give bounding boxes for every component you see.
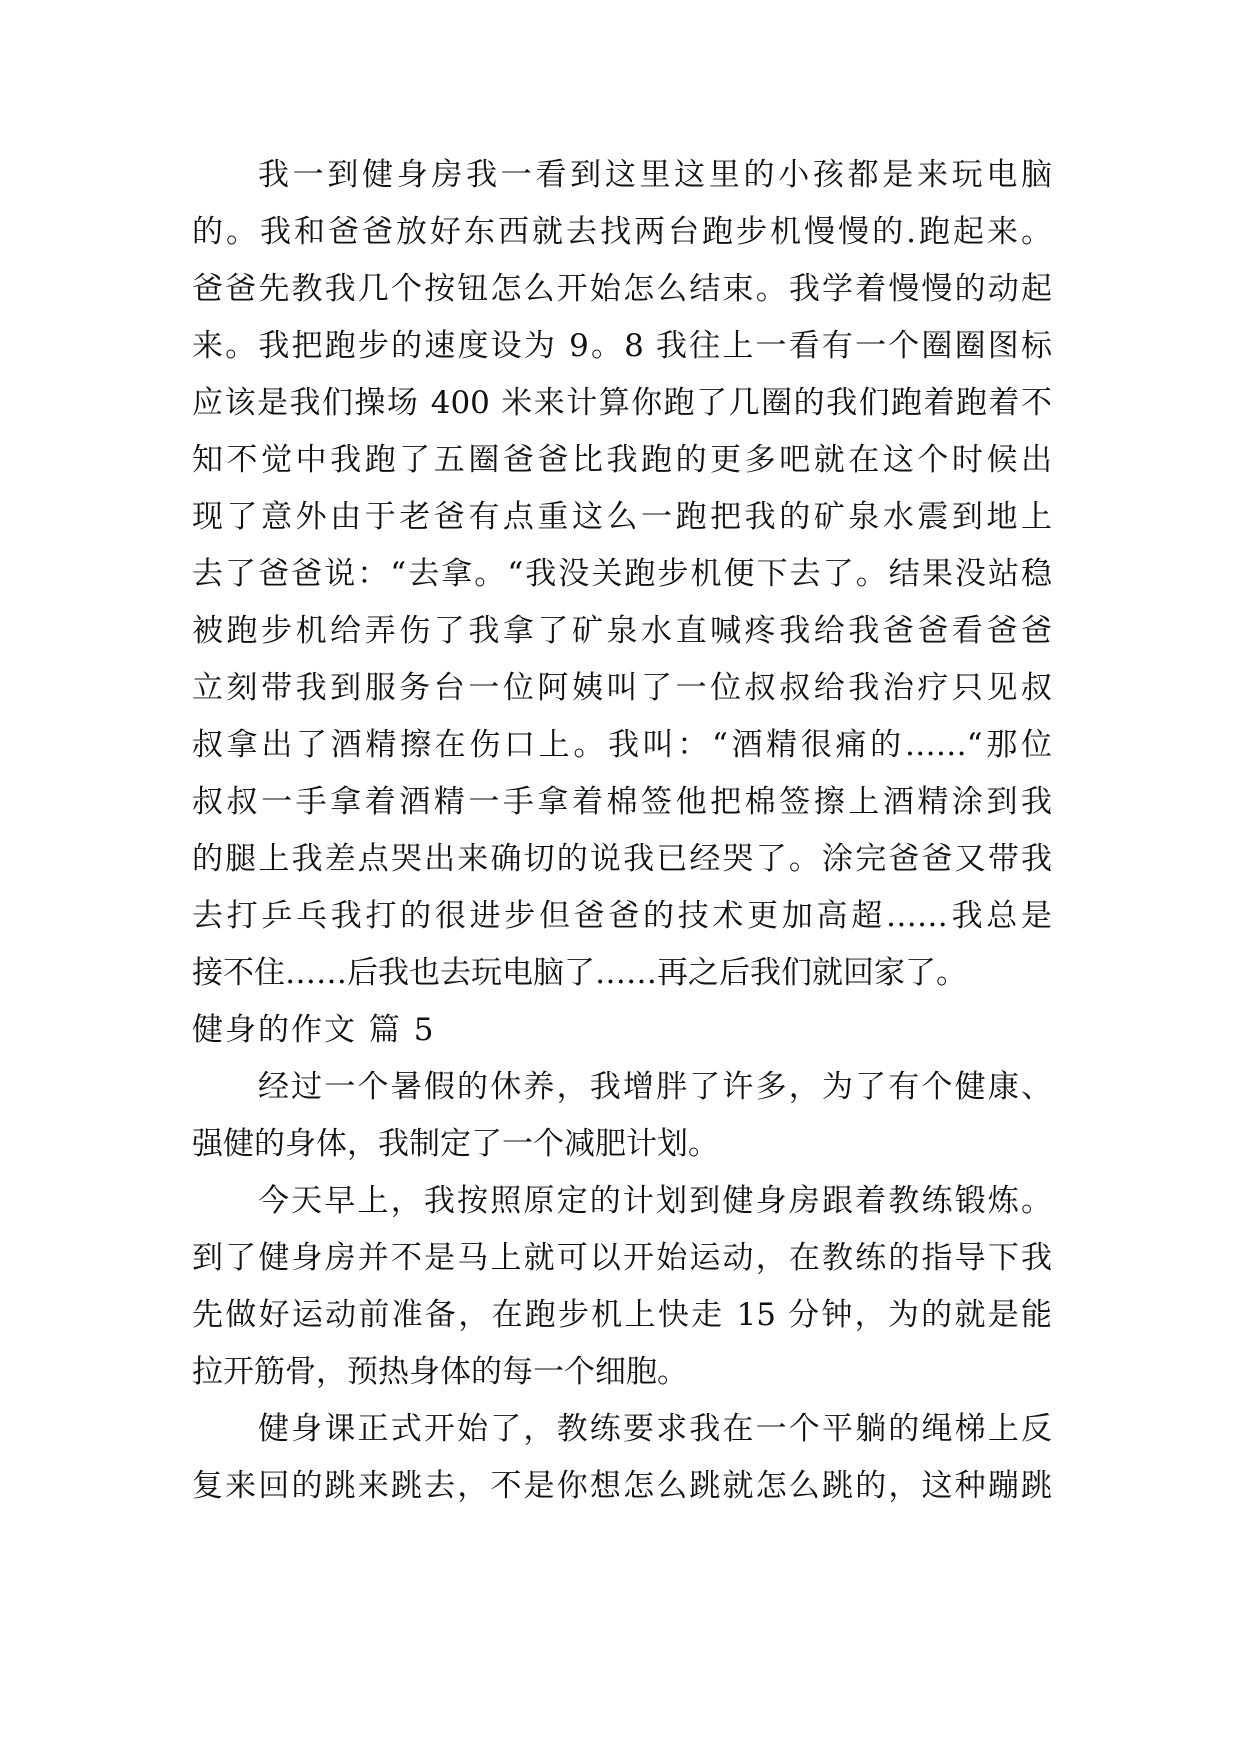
section-heading: 健身的作文 篇 5 [192,1012,436,1048]
paragraph-line: 健身课正式开始了，教练要求我在一个平躺的绳梯上反 [258,1411,1052,1447]
paragraph-line: 到了健身房并不是马上就可以开始运动，在教练的指导下我 [192,1240,1052,1276]
paragraph-line: 的腿上我差点哭出来确切的说我已经哭了。涂完爸爸又带我 [192,841,1052,877]
paragraph-line: 来。我把跑步的速度设为 9。8 我往上一看有一个圈圈图标 [192,328,1052,364]
paragraph-line: 应该是我们操场 400 米来计算你跑了几圈的我们跑着跑着不 [192,385,1052,421]
paragraph-line: 经过一个暑假的休养，我增胖了许多，为了有个健康、 [258,1069,1052,1105]
paragraph-line: 立刻带我到服务台一位阿姨叫了一位叔叔给我治疗只见叔 [192,670,1052,706]
paragraph-line: 我一到健身房我一看到这里这里的小孩都是来玩电脑 [258,157,1052,193]
paragraph-line: 叔叔一手拿着酒精一手拿着棉签他把棉签擦上酒精涂到我 [192,784,1052,820]
paragraph-line: 去打乒乓我打的很进步但爸爸的技术更加高超……我总是 [192,898,1052,934]
paragraph-line: 强健的身体，我制定了一个减肥计划。 [192,1126,719,1162]
paragraph-line: 现了意外由于老爸有点重这么一跑把我的矿泉水震到地上 [192,499,1052,535]
paragraph-line: 爸爸先教我几个按钮怎么开始怎么结束。我学着慢慢的动起 [192,271,1052,307]
paragraph-line: 的。我和爸爸放好东西就去找两台跑步机慢慢的.跑起来。 [192,214,1052,250]
paragraph-line: 知不觉中我跑了五圈爸爸比我跑的更多吧就在这个时候出 [192,442,1052,478]
paragraph-line: 拉开筋骨，预热身体的每一个细胞。 [192,1354,688,1390]
paragraph-line: 去了爸爸说：“去拿。“我没关跑步机便下去了。结果没站稳 [192,556,1052,592]
paragraph-line: 先做好运动前准备，在跑步机上快走 15 分钟，为的就是能 [192,1297,1052,1333]
paragraph-line: 接不住……后我也去玩电脑了……再之后我们就回家了。 [192,955,967,991]
paragraph-line: 被跑步机给弄伤了我拿了矿泉水直喊疼我给我爸爸看爸爸 [192,613,1052,649]
paragraph-line: 叔拿出了酒精擦在伤口上。我叫：“酒精很痛的……“那位 [192,727,1052,763]
paragraph-line: 今天早上，我按照原定的计划到健身房跟着教练锻炼。 [258,1183,1052,1219]
paragraph-line: 复来回的跳来跳去，不是你想怎么跳就怎么跳的，这种蹦跳 [192,1468,1052,1504]
